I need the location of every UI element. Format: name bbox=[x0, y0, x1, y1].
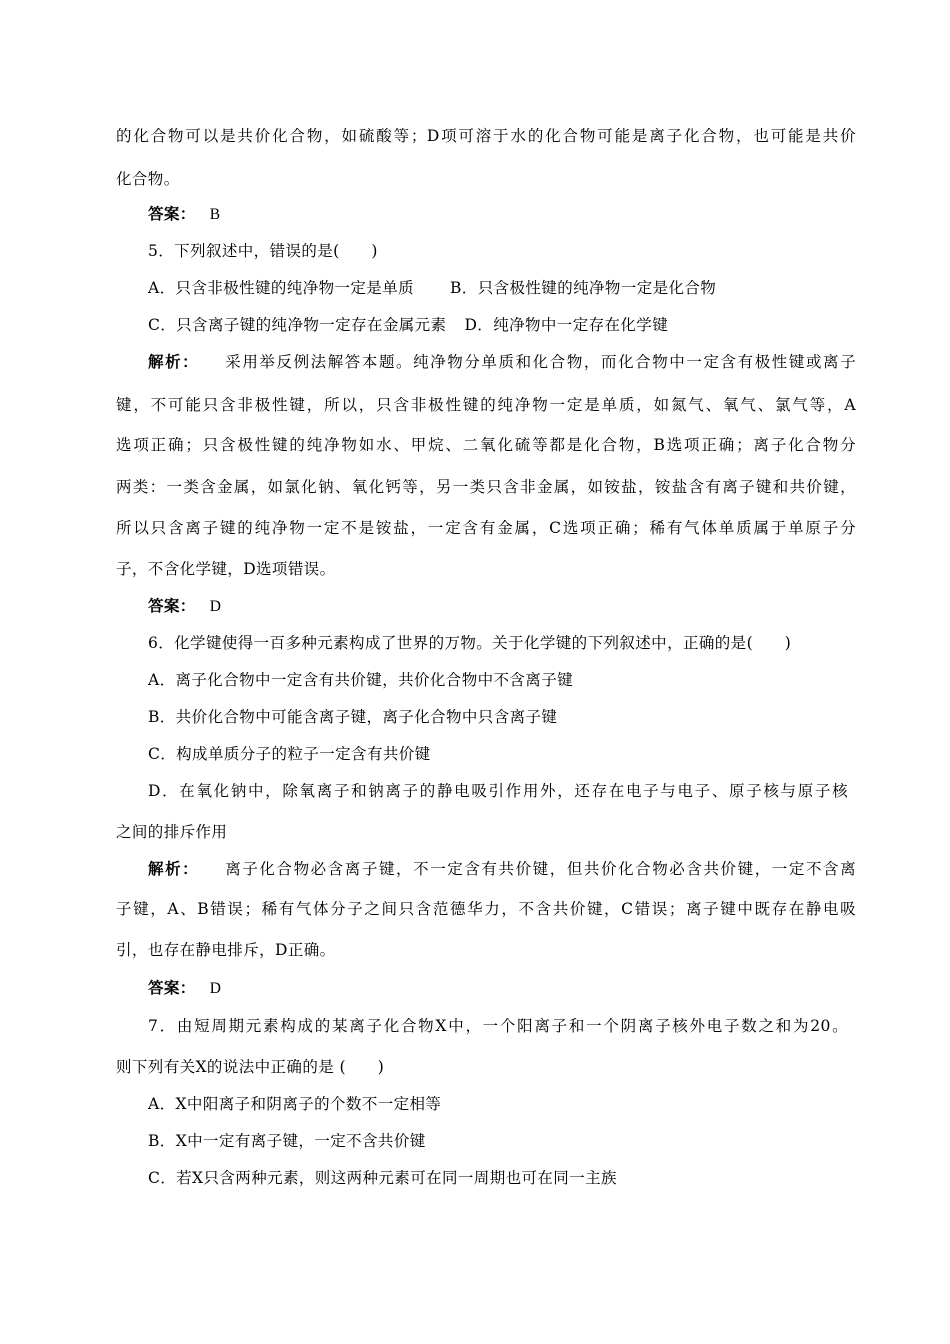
q5-answer bbox=[148, 596, 888, 617]
q5-analysis-text-1: 采用举反例法解答本题。纯净物分单质和化合物，而化合物中一定含有极性键或离子 bbox=[225, 353, 856, 371]
q6-answer bbox=[148, 978, 888, 999]
q6-option-c: C．构成单质分子的粒子一定含有共价键 bbox=[148, 745, 431, 763]
answer-label: 答案： bbox=[148, 205, 196, 223]
q5-analysis-line-3: 选项正确；只含极性键的纯净物如水、甲烷、二氧化硫等都是化合物，B选项正确；离子化合物分 bbox=[116, 436, 856, 454]
prev-explanation-line-2: 化合物。 bbox=[116, 170, 180, 188]
q4-answer bbox=[148, 204, 888, 225]
q6-analysis-line-1 bbox=[148, 859, 856, 879]
q7-stem-line-2: 则下列有关X的说法中正确的是 ( ) bbox=[116, 1058, 385, 1076]
q5-analysis-line-6: 子，不含化学键，D选项错误。 bbox=[116, 560, 336, 578]
q5-analysis-line-4: 两类：一类含金属，如氯化钠、氧化钙等，另一类只含非金属，如铵盐，铵盐含有离子键和共价键， bbox=[116, 478, 856, 496]
q5-analysis-line-2: 键，不可能只含非极性键，所以，只含非极性键的纯净物一定是单质，如氮气、氧气、氯气等，A bbox=[116, 396, 856, 414]
answer-label: 答案： bbox=[148, 597, 196, 615]
q6-option-b: B．共价化合物中可能含离子键，离子化合物中只含离子键 bbox=[148, 708, 558, 726]
answer-value: B bbox=[209, 206, 221, 223]
q5-stem: 5．下列叙述中，错误的是( ) bbox=[148, 242, 378, 260]
analysis-label: 解析： bbox=[148, 860, 200, 878]
prev-explanation-line-1: 的化合物可以是共价化合物，如硫酸等；D项可溶于水的化合物可能是离子化合物，也可能是共价 bbox=[116, 127, 856, 145]
answer-label: 答案： bbox=[148, 979, 196, 997]
q6-option-d-line-2: 之间的排斥作用 bbox=[116, 823, 228, 841]
q5-option-c: C．只含离子键的纯净物一定存在金属元素 bbox=[148, 316, 447, 334]
q5-options-ab bbox=[148, 278, 888, 298]
answer-value: D bbox=[209, 980, 222, 997]
q6-option-d-line-1: D．在氧化钠中，除氧离子和钠离子的静电吸引作用外，还存在电子与电子、原子核与原子核 bbox=[148, 782, 848, 800]
q5-option-a: A．只含非极性键的纯净物一定是单质 bbox=[148, 279, 414, 297]
q7-option-a: A．X中阳离子和阴离子的个数不一定相等 bbox=[148, 1095, 442, 1113]
q5-options-cd bbox=[148, 315, 888, 335]
q6-stem: 6．化学键使得一百多种元素构成了世界的万物。关于化学键的下列叙述中，正确的是( ) bbox=[148, 634, 792, 652]
q6-analysis-text-1: 离子化合物必含离子键，不一定含有共价键，但共价化合物必含共价键，一定不含离 bbox=[225, 860, 856, 878]
q7-option-b: B．X中一定有离子键，一定不含共价键 bbox=[148, 1132, 426, 1150]
q6-analysis-line-2: 子键，A、B错误；稀有气体分子之间只含范德华力，不含共价键，C错误；离子键中既存在静电吸 bbox=[116, 900, 856, 918]
analysis-label: 解析： bbox=[148, 353, 200, 371]
q7-stem-line-1: 7．由短周期元素构成的某离子化合物X中，一个阳离子和一个阴离子核外电子数之和为20。 bbox=[148, 1017, 848, 1035]
q7-option-c: C．若X只含两种元素，则这两种元素可在同一周期也可在同一主族 bbox=[148, 1169, 617, 1187]
q6-analysis-line-3: 引，也存在静电排斥，D正确。 bbox=[116, 941, 336, 959]
q5-option-b: B．只含极性键的纯净物一定是化合物 bbox=[450, 279, 717, 297]
q5-analysis-line-1 bbox=[148, 352, 856, 372]
q5-analysis-line-5: 所以只含离子键的纯净物一定不是铵盐，一定含有金属，C选项正确；稀有气体单质属于单原子分 bbox=[116, 519, 856, 537]
q5-option-d: D．纯净物中一定存在化学键 bbox=[464, 316, 669, 334]
answer-value: D bbox=[209, 598, 222, 615]
q6-option-a: A．离子化合物中一定含有共价键，共价化合物中不含离子键 bbox=[148, 671, 573, 689]
